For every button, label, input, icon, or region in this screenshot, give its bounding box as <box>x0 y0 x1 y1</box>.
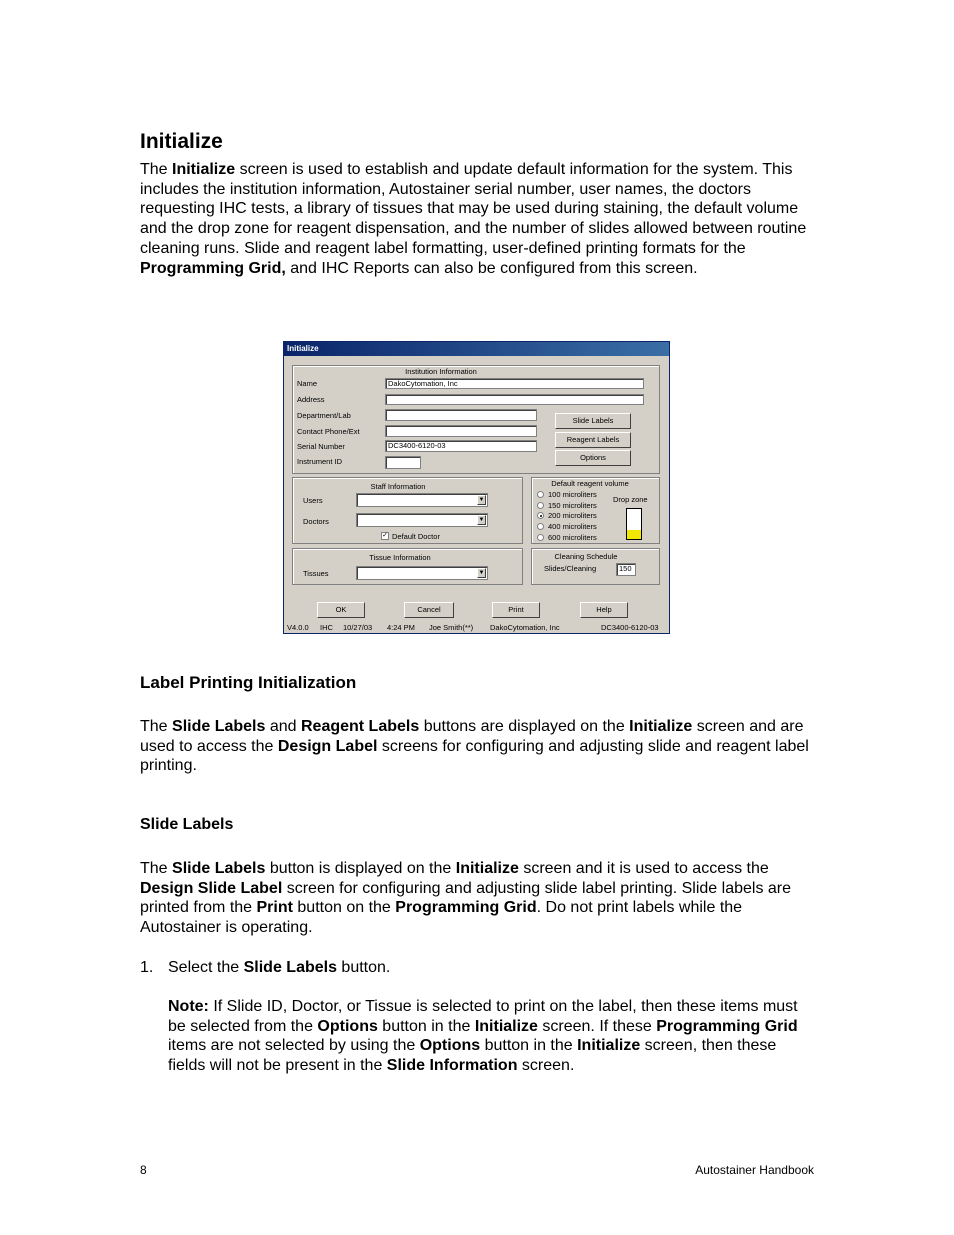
slides-cleaning-field[interactable]: 150 <box>616 563 636 576</box>
status-date: 10/27/03 <box>343 623 373 632</box>
reagent-volume-option-label: 100 microliters <box>548 490 597 499</box>
department-label: Department/Lab <box>297 411 351 420</box>
cleaning-group-title: Cleaning Schedule <box>554 552 618 561</box>
institution-group-title: Institution Information <box>405 367 477 376</box>
step-number: 1. <box>140 959 154 976</box>
status-serial: DC3400-6120-03 <box>601 623 659 632</box>
tissues-dropdown[interactable] <box>356 566 488 580</box>
dialog-titlebar: Initialize <box>284 342 669 356</box>
default-doctor-label: Default Doctor <box>392 532 440 541</box>
staff-group-title: Staff Information <box>370 482 426 491</box>
name-label: Name <box>297 379 318 388</box>
drop-zone-gauge[interactable] <box>626 508 642 540</box>
chevron-down-icon[interactable]: ▼ <box>478 497 485 503</box>
cancel-button[interactable]: Cancel <box>404 602 454 618</box>
page-title: Initialize <box>140 130 223 153</box>
reagent-volume-radio[interactable] <box>537 534 544 541</box>
instrument-id-label: Instrument ID <box>297 457 343 466</box>
book-title: Autostainer Handbook <box>695 1163 814 1177</box>
users-dropdown[interactable] <box>356 493 488 507</box>
reagent-volume-title: Default reagent volume <box>551 479 629 488</box>
address-field[interactable] <box>385 394 644 405</box>
status-company: DakoCytomation, Inc <box>490 623 560 632</box>
status-mode: IHC <box>320 623 333 632</box>
contact-phone-field[interactable] <box>385 425 537 437</box>
status-version: V4.0.0 <box>287 623 309 632</box>
tissues-label: Tissues <box>303 569 329 578</box>
reagent-volume-radio[interactable] <box>537 502 544 509</box>
users-label: Users <box>303 496 323 505</box>
intro-paragraph: The Initialize screen is used to establish and update default information for the system. This includes the institution information, Autostainer serial number, user names, the doctors requesting IHC tests, a library of tissues that may be used during staining, the default volume and the drop zone for reagent dispensation, and the number of slides allowed between routine cleaning runs. Slide and reagent label formatting, user-defined printing formats for the Programming Grid, and IHC Reports can also be configured from this screen. <box>140 161 807 277</box>
drop-zone-label: Drop zone <box>613 495 648 504</box>
department-field[interactable] <box>385 409 537 421</box>
note-paragraph: Note: If Slide ID, Doctor, or Tissue is selected to print on the label, then these items must be selected from the Options button in the Initialize screen. If these Programming Grid items are not selected by using the Options button in the Initialize screen, then these fields will not be present in the Slide Information screen. <box>168 998 798 1075</box>
label-printing-paragraph: The Slide Labels and Reagent Labels buttons are displayed on the Initialize screen and are used to access the Design Label screens for configuring and adjusting slide and reagent label printing. <box>140 718 809 775</box>
doctors-dropdown[interactable] <box>356 513 488 527</box>
doctors-label: Doctors <box>303 517 329 526</box>
status-user: Joe Smith(**) <box>429 623 474 632</box>
default-doctor-checkbox[interactable]: ✓ <box>382 532 388 539</box>
step-1-text: Select the Slide Labels button. <box>168 959 391 976</box>
chevron-down-icon[interactable]: ▼ <box>478 570 485 576</box>
address-label: Address <box>297 395 325 404</box>
options-button[interactable]: Options <box>555 450 631 466</box>
reagent-volume-option-label: 400 microliters <box>548 522 597 532</box>
contact-phone-label: Contact Phone/Ext <box>297 427 360 436</box>
serial-number-field[interactable]: DC3400-6120-03 <box>385 440 537 452</box>
reagent-volume-option-label: 600 microliters <box>548 532 597 542</box>
reagent-volume-radio[interactable] <box>537 491 544 498</box>
name-field[interactable]: DakoCytomation, Inc <box>385 378 644 389</box>
section-heading-label-printing: Label Printing Initialization <box>140 673 357 692</box>
tissue-group-title: Tissue Information <box>369 553 431 562</box>
chevron-down-icon[interactable]: ▼ <box>478 517 485 523</box>
reagent-volume-option-label: 150 microliters <box>548 500 597 510</box>
instrument-id-field[interactable] <box>385 456 421 469</box>
ok-button[interactable]: OK <box>317 602 365 618</box>
serial-number-label: Serial Number <box>297 442 345 451</box>
reagent-volume-option-label: 200 microliters <box>548 511 597 521</box>
status-time: 4:24 PM <box>387 623 415 632</box>
slides-cleaning-label: Slides/Cleaning <box>544 564 597 573</box>
slide-labels-button[interactable]: Slide Labels <box>555 413 631 429</box>
print-button[interactable]: Print <box>492 602 540 618</box>
help-button[interactable]: Help <box>580 602 628 618</box>
section-heading-slide-labels: Slide Labels <box>140 816 234 833</box>
page-number: 8 <box>140 1163 147 1177</box>
reagent-labels-button[interactable]: Reagent Labels <box>555 432 631 448</box>
drop-zone-fill <box>627 530 641 539</box>
slide-labels-paragraph: The Slide Labels button is displayed on the Initialize screen and it is used to access the Design Slide Label screen for configuring and adjusting slide label printing. Slide labels are printed from the Print button on the Programming Grid. Do not print labels while the Autostainer is operating. <box>140 860 792 937</box>
